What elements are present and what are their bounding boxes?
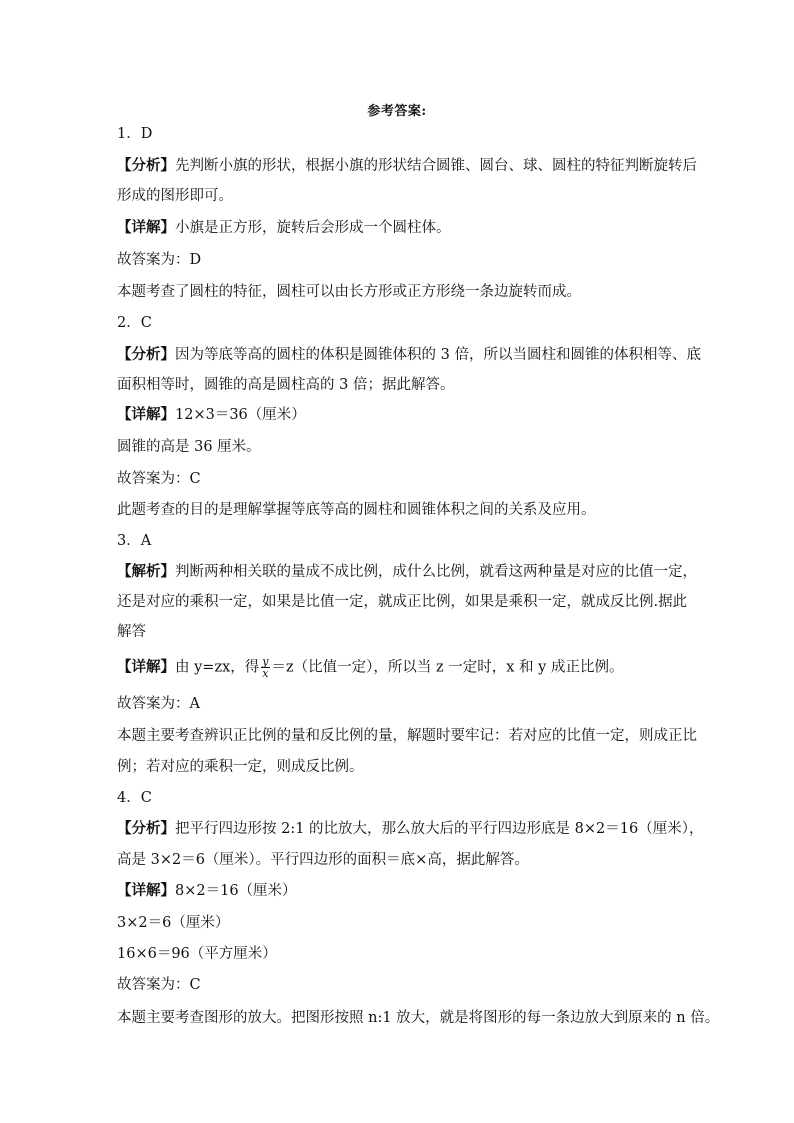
q2-heading: 2．C [117,315,152,331]
q4-detail-text: 8×2＝16（厘米） [175,883,297,899]
q2-answer: 故答案为：C [117,471,201,487]
q3-summary-line-1: 本题主要考查辨识正比例的量和反比例的量，解题时要牢记：若对应的比值一定，则成正比 [117,728,697,744]
q2-analysis-tag: 【分析】 [117,346,175,363]
q3-detail-text-a: 由 y=zx，得 [175,659,260,676]
fraction-numerator: y [262,655,269,668]
q3-summary-line-2: 例；若对应的乘积一定，则成反比例。 [117,759,364,775]
q4-heading: 4．C [117,790,152,806]
q1-heading: 1．D [117,126,153,142]
q4-detail-line [117,881,687,901]
q3-heading: 3．A [117,533,152,549]
q3-analysis-line-3: 解答 [117,624,146,640]
q3-detail-line [117,656,687,679]
q3-analysis-tag: 【解析】 [117,563,175,580]
q1-analysis-text: 先判断小旗的形状，根据小旗的形状结合圆锥、圆台、球、圆柱的特征判断旋转后 [175,158,697,174]
q4-calc-line-2: 3×2＝6（厘米） [117,915,230,931]
q3-analysis-text: 判断两种相关联的量成不成比例，成什么比例，就看这两种量是对应的比值一定， [175,564,697,580]
q2-analysis-line-2: 面积相等时，圆锥的高是圆柱高的 3 倍；据此解答。 [117,377,455,393]
q3-detail-tag: 【详解】 [117,658,175,676]
q2-summary: 此题考查的目的是理解掌握等底等高的圆柱和圆锥体积之间的关系及应用。 [117,502,596,518]
q3-answer: 故答案为：A [117,696,200,712]
q3-analysis-line-1 [117,562,697,582]
q4-summary: 本题主要考查图形的放大。把图形按照 n:1 放大，就是将图形的每一条边放大到原来的 n 倍。 [117,1010,720,1026]
q1-detail-text: 小旗是正方形，旋转后会形成一个圆柱体。 [175,220,451,236]
q4-answer: 故答案为：C [117,977,201,993]
fraction-denominator: x [262,667,269,680]
q4-analysis-line-2: 高是 3×2＝6（厘米）。平行四边形的面积＝底×高，据此解答。 [117,852,529,868]
q2-analysis-line-1 [117,345,701,365]
q2-detail-line-2: 圆锥的高是 36 厘米。 [117,439,261,455]
q4-analysis-text: 把平行四边形按 2:1 的比放大，那么放大后的平行四边形底是 8×2＝16（厘米）， [175,821,704,837]
q3-detail-text-b: ＝z（比值一定），所以当 z 一定时，x 和 y 成正比例。 [271,659,624,676]
q3-analysis-line-2: 还是对应的乘积一定，如果是比值一定，就成正比例，如果是乘积一定，就成反比例.据此 [117,594,688,610]
q2-detail-line [117,405,687,425]
q2-detail-tag: 【详解】 [117,406,175,423]
q2-analysis-text: 因为等底等高的圆柱的体积是圆锥体积的 3 倍，所以当圆柱和圆锥的体积相等、底 [175,347,701,363]
q1-detail-tag: 【详解】 [117,219,175,236]
y-over-x-fraction [261,656,269,679]
q1-analysis-tag: 【分析】 [117,157,175,174]
q4-analysis-line-1 [117,819,704,839]
q1-answer: 故答案为：D [117,252,202,268]
q4-calc-line-3: 16×6＝96（平方厘米） [117,946,277,962]
q1-analysis-line-1 [117,156,697,176]
q2-detail-text: 12×3＝36（厘米） [175,407,306,423]
page-title: 参考答案: [367,104,427,119]
q4-analysis-tag: 【分析】 [117,820,175,837]
q1-analysis-line-2: 形成的图形即可。 [117,188,233,204]
q4-detail-tag: 【详解】 [117,882,175,899]
q1-detail-line [117,218,687,238]
q1-summary: 本题考查了圆柱的特征，圆柱可以由长方形或正方形绕一条边旋转而成。 [117,284,581,300]
